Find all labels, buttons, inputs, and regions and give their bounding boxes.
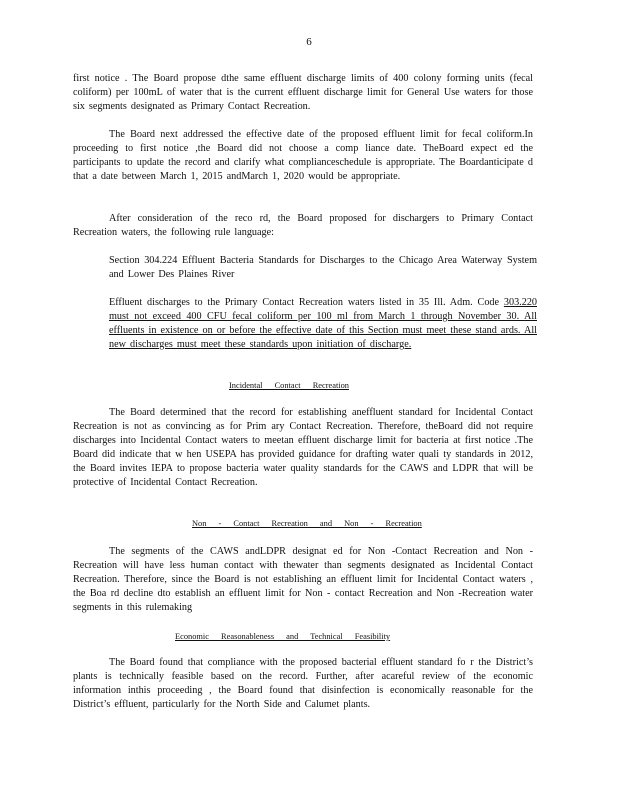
paragraph-incidental-contact: The Board determined that the record for establishing aneffluent standard for Incidental Contact Recreation is not as convincing as for Prim ary Contact Recreation. Therefore, theBoard did not require discharges into Incidental Contact waters to meetan effluent discharge limit for bacteria at first notice .The Board did indicate that w hen USEPA has provided guidance for drafting water quali ty standards in 2012, the Board invites IEPA to propose bacteria water quality standards for the CAWS and LDPR that will be protective of Incidental Contact Recreation. bbox=[73, 407, 533, 488]
section-304-224-title: Section 304.224 Effluent Bacteria Standards for Discharges to the Chicago Area Waterway System and Lower Des Plaines River bbox=[109, 255, 537, 280]
rule-text-plain: Effluent discharges to the Primary Contact Recreation waters listed in 35 Ill. Adm. Code bbox=[109, 297, 504, 308]
paragraph-economic: The Board found that compliance with the proposed bacterial effluent standard fo r the District’s plants is technically feasible based on the record. Further, after acareful review of the economic information inthis proceeding , the Board found that disinfection is economically reasonable for the District’s effluent, particularly for the North Side and Calumet plants. bbox=[73, 657, 533, 710]
rule-text-underlined: 303.220 must not exceed 400 CFU fecal coliform per 100 ml from March 1 through November 30. All effluents in existence on or before the effective date of this Section must meet these stand ards. All new discharges must meet these standards upon initiation of discharge. bbox=[109, 297, 537, 350]
paragraph-rule-language-intro: After consideration of the reco rd, the Board proposed for dischargers to Primary Contact Recreation waters, the following rule language: bbox=[73, 213, 533, 238]
heading-economic-reasonableness: Economic Reasonableness and Technical Feasibility bbox=[175, 632, 391, 641]
heading-non-contact: Non - Contact Recreation and Non - Recreation bbox=[192, 519, 422, 528]
rule-text-block bbox=[109, 296, 537, 352]
paragraph-effective-date: The Board next addressed the effective date of the proposed effluent limit for fecal coliform.In proceeding to first notice ,the Board did not choose a comp liance date. TheBoard expect ed the participants to update the record and clarify what complianceschedule is appropriate. The Boardanticipate d that a date between March 1, 2015 andMarch 1, 2020 would be appropriate. bbox=[73, 129, 533, 182]
page-number: 6 bbox=[306, 36, 312, 48]
paragraph-non-contact: The segments of the CAWS andLDPR designat ed for Non -Contact Recreation and Non - Recreation will have less human contact with thewater than segments designated as Incidental Contact Recreation. Therefore, since the Board is not establishing an effluent limit for Incidental Contact waters , the Boa rd decline dto establish an effluent limit for Non - contact Recreation and Non -Recreation water segments in this rulemaking bbox=[73, 546, 533, 613]
paragraph-first-notice: first notice . The Board propose dthe same effluent discharge limits of 400 colony forming units (fecal coliform) per 100mL of water that is the current effluent discharge limit for General Use waters for those six segments designated as Primary Contact Recreation. bbox=[73, 73, 533, 112]
heading-incidental-contact: Incidental Contact Recreation bbox=[229, 381, 349, 390]
